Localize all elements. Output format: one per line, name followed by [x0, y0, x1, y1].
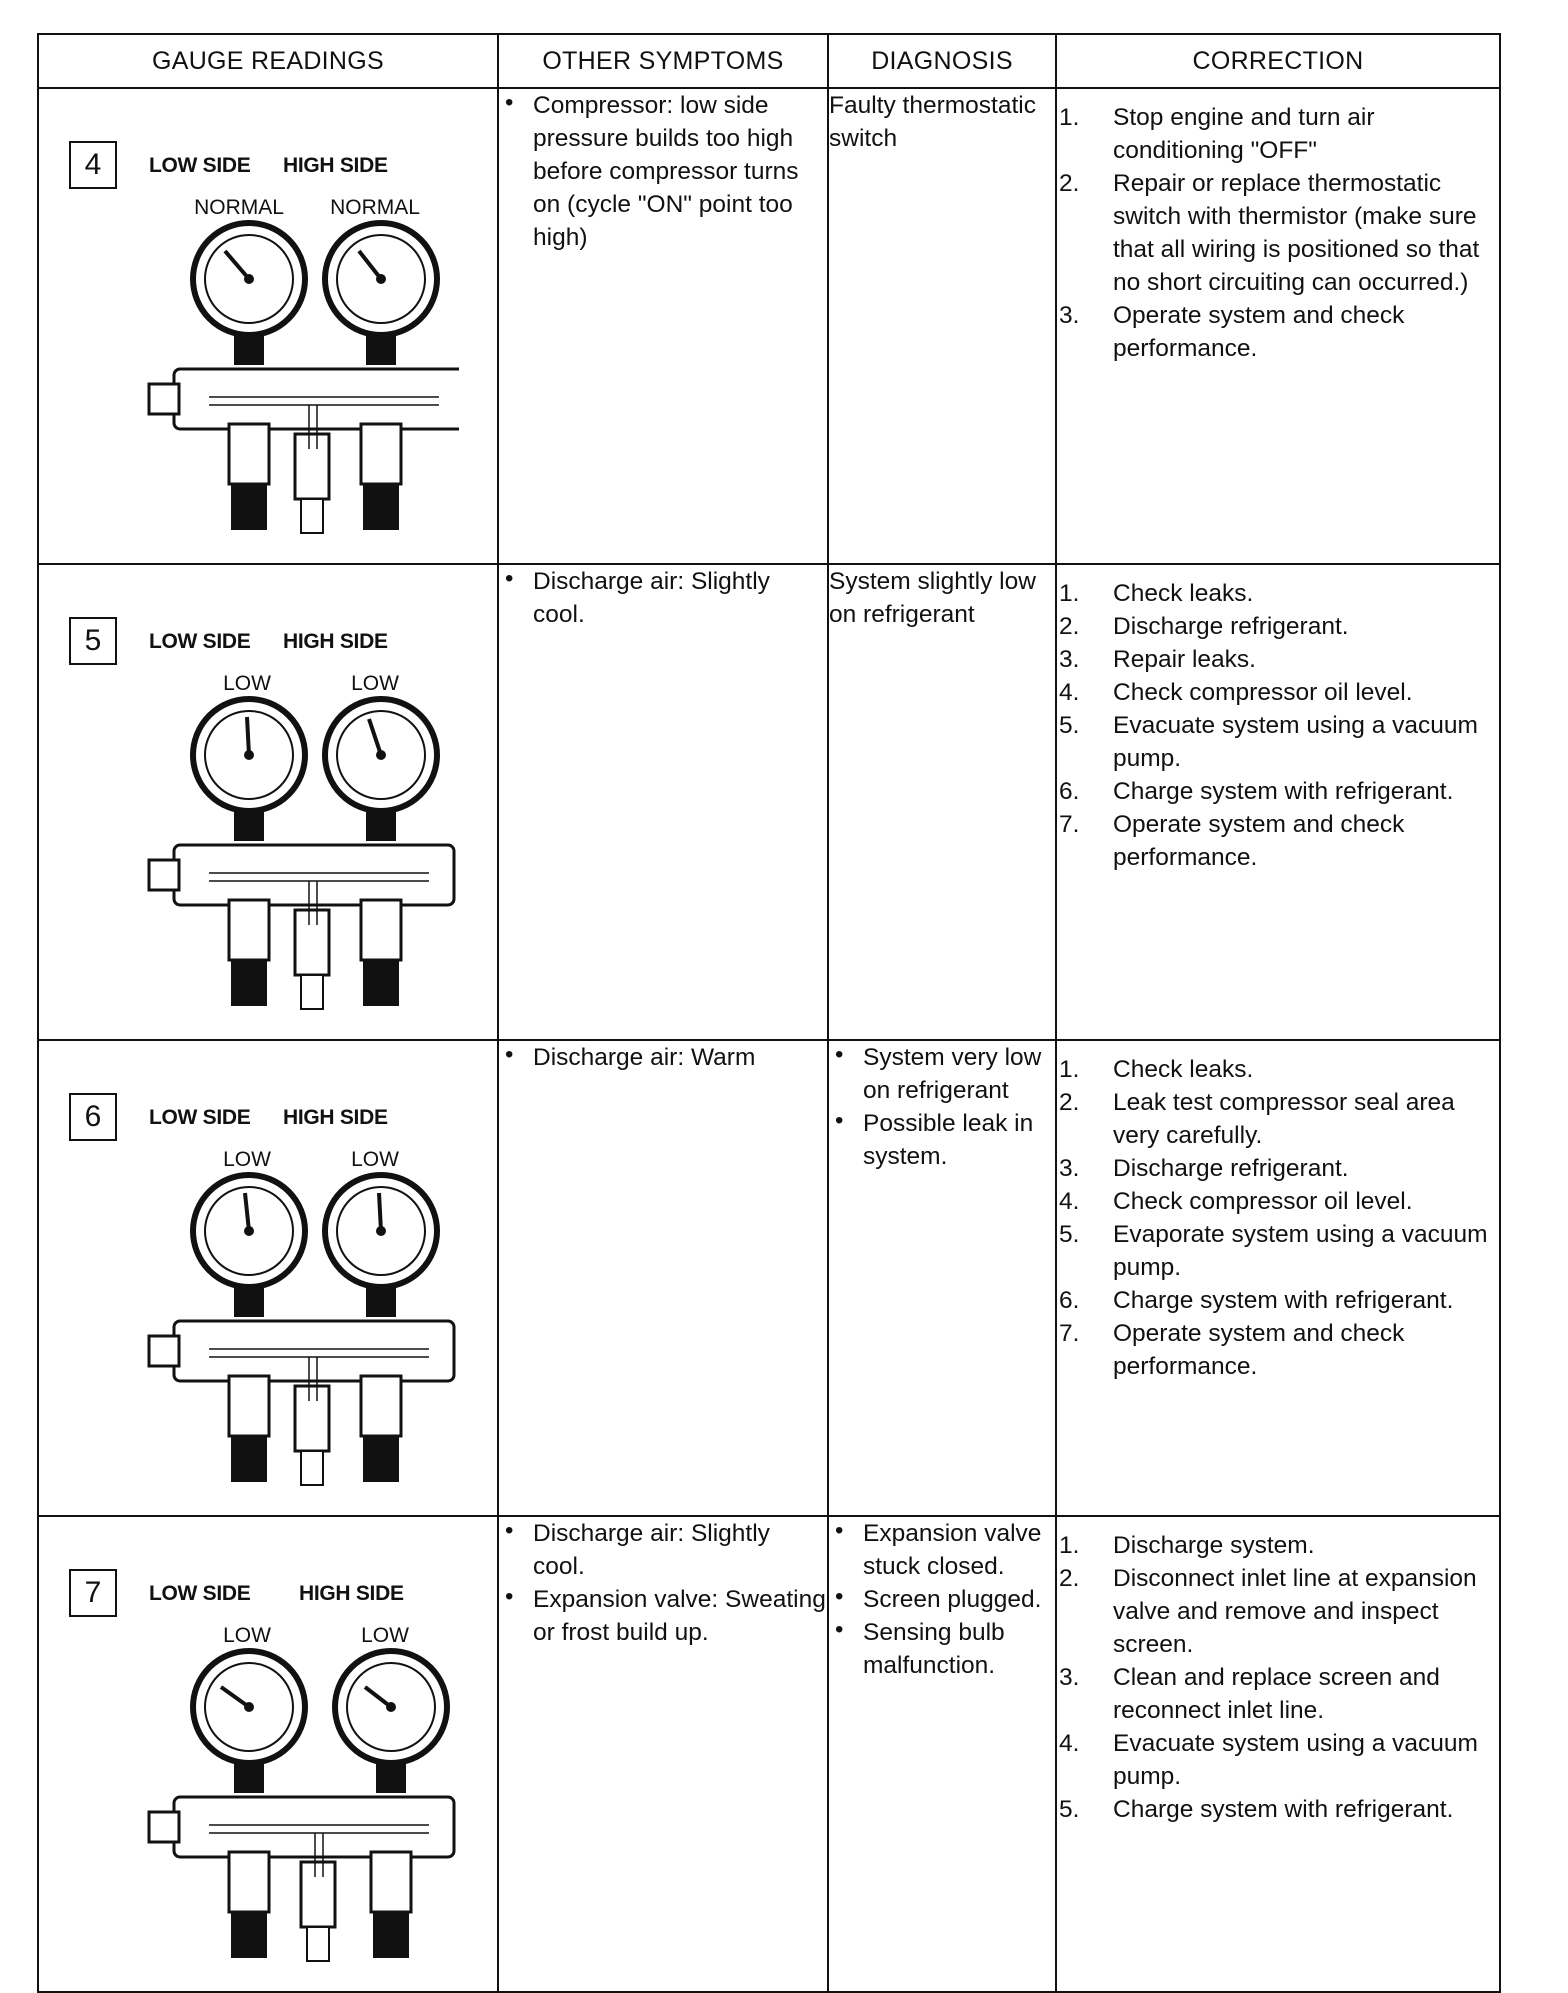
step-text: Check leaks.	[1113, 1056, 1254, 1083]
manifold-gauge-illustration	[109, 219, 459, 539]
low-side-reading: NORMAL	[194, 196, 284, 219]
manifold-gauge-illustration	[109, 1171, 459, 1491]
step-number: 4.	[1059, 679, 1080, 706]
step-text: Charge system with refrigerant.	[1113, 1796, 1454, 1823]
step-text: Evacuate system using a vacuum pump.	[1113, 1730, 1478, 1790]
low-side-reading: LOW	[223, 1624, 271, 1647]
step-number: 6.	[1059, 1287, 1080, 1314]
step-number: 7.	[1059, 811, 1080, 838]
gauge-readings-cell	[38, 1040, 498, 1516]
step-number: 1.	[1059, 1532, 1080, 1559]
symptoms-cell	[498, 1040, 828, 1516]
correction-step	[1057, 1218, 1499, 1284]
step-text: Discharge refrigerant.	[1113, 613, 1349, 640]
step-number: 7.	[1059, 1320, 1080, 1347]
symptom-item: • Expansion valve: Sweating or frost build up.	[499, 1583, 827, 1649]
low-side-reading: LOW	[223, 1148, 271, 1171]
step-text: Disconnect inlet line at expansion valve and remove and inspect screen.	[1113, 1565, 1477, 1658]
step-number: 5.	[1059, 712, 1080, 739]
table-row	[38, 564, 1500, 1040]
table-row	[38, 88, 1500, 564]
high-side-label: HIGH SIDE	[283, 630, 388, 653]
correction-step	[1057, 643, 1499, 676]
diagnosis-table	[37, 33, 1501, 1993]
correction-step	[1057, 1529, 1499, 1562]
step-text: Repair leaks.	[1113, 646, 1256, 673]
step-number: 1.	[1059, 580, 1080, 607]
high-side-label: HIGH SIDE	[283, 1106, 388, 1129]
header-gauge-readings: GAUGE READINGS	[38, 34, 498, 88]
diagnosis-text: Faulty thermostatic switch	[829, 92, 1036, 152]
diagnosis-item: • Sensing bulb malfunction.	[829, 1616, 1055, 1682]
correction-step	[1057, 1661, 1499, 1727]
high-side-label: HIGH SIDE	[283, 154, 388, 177]
step-text: Evacuate system using a vacuum pump.	[1113, 712, 1478, 772]
high-side-reading: NORMAL	[330, 196, 420, 219]
gauge-readings-cell	[38, 88, 498, 564]
step-text: Charge system with refrigerant.	[1113, 778, 1454, 805]
diagnosis-cell	[828, 1040, 1056, 1516]
manifold-gauge-illustration	[109, 1647, 459, 1967]
header-other-symptoms: OTHER SYMPTOMS	[498, 34, 828, 88]
correction-step	[1057, 1086, 1499, 1152]
correction-step	[1057, 577, 1499, 610]
low-side-label: LOW SIDE	[149, 1106, 251, 1129]
high-side-reading: LOW	[361, 1624, 409, 1647]
diagnosis-item: • System very low on refrigerant	[829, 1041, 1055, 1107]
step-number: 1.	[1059, 1056, 1080, 1083]
step-number: 1.	[1059, 104, 1080, 131]
table-row	[38, 1516, 1500, 1992]
step-number: 5.	[1059, 1796, 1080, 1823]
header-diagnosis: DIAGNOSIS	[828, 34, 1056, 88]
step-text: Discharge system.	[1113, 1532, 1315, 1559]
correction-step	[1057, 1185, 1499, 1218]
low-side-label: LOW SIDE	[149, 154, 251, 177]
step-text: Operate system and check performance.	[1113, 1320, 1405, 1380]
step-text: Leak test compressor seal area very carefully.	[1113, 1089, 1455, 1149]
table-row	[38, 1040, 1500, 1516]
correction-step	[1057, 610, 1499, 643]
step-text: Operate system and check performance.	[1113, 302, 1405, 362]
symptom-item: • Discharge air: Slightly cool.	[499, 1517, 827, 1583]
correction-step	[1057, 167, 1499, 299]
step-text: Check compressor oil level.	[1113, 1188, 1413, 1215]
low-side-label: LOW SIDE	[149, 630, 251, 653]
step-text: Operate system and check performance.	[1113, 811, 1405, 871]
correction-step	[1057, 1053, 1499, 1086]
correction-step	[1057, 299, 1499, 365]
step-text: Repair or replace thermostatic switch with thermistor (make sure that all wiring is positioned so that no short circuiting can occurred.)	[1113, 170, 1480, 296]
high-side-label: HIGH SIDE	[299, 1582, 404, 1605]
step-text: Stop engine and turn air conditioning "OFF"	[1113, 104, 1375, 164]
step-number: 3.	[1059, 302, 1080, 329]
correction-cell	[1056, 1516, 1500, 1992]
symptom-item: • Compressor: low side pressure builds too high before compressor turns on (cycle "ON" point too high)	[499, 89, 827, 254]
correction-cell	[1056, 88, 1500, 564]
correction-step	[1057, 808, 1499, 874]
symptom-item: • Discharge air: Warm	[499, 1041, 827, 1074]
symptoms-cell	[498, 1516, 828, 1992]
manifold-gauge-illustration	[109, 695, 459, 1015]
header-row	[38, 34, 1500, 88]
symptoms-cell	[498, 88, 828, 564]
row-number: 4	[69, 141, 117, 189]
correction-step	[1057, 709, 1499, 775]
step-number: 4.	[1059, 1188, 1080, 1215]
diagnosis-cell	[828, 88, 1056, 564]
correction-step	[1057, 1152, 1499, 1185]
step-text: Clean and replace screen and reconnect inlet line.	[1113, 1664, 1440, 1724]
row-number: 6	[69, 1093, 117, 1141]
step-text: Check leaks.	[1113, 580, 1254, 607]
gauge-readings-cell	[38, 564, 498, 1040]
correction-cell	[1056, 1040, 1500, 1516]
symptom-item: • Discharge air: Slightly cool.	[499, 565, 827, 631]
symptoms-cell	[498, 564, 828, 1040]
correction-step	[1057, 1317, 1499, 1383]
correction-cell	[1056, 564, 1500, 1040]
step-number: 4.	[1059, 1730, 1080, 1757]
correction-step	[1057, 101, 1499, 167]
row-number: 7	[69, 1569, 117, 1617]
gauge-readings-cell	[38, 1516, 498, 1992]
row-number: 5	[69, 617, 117, 665]
step-number: 6.	[1059, 778, 1080, 805]
correction-step	[1057, 1562, 1499, 1661]
step-text: Check compressor oil level.	[1113, 679, 1413, 706]
high-side-reading: LOW	[351, 672, 399, 695]
step-number: 3.	[1059, 646, 1080, 673]
step-number: 3.	[1059, 1155, 1080, 1182]
correction-step	[1057, 1793, 1499, 1826]
step-number: 2.	[1059, 1565, 1080, 1592]
correction-step	[1057, 775, 1499, 808]
step-number: 3.	[1059, 1664, 1080, 1691]
diagnosis-text: System slightly low on refrigerant	[829, 568, 1036, 628]
step-number: 2.	[1059, 170, 1080, 197]
step-number: 2.	[1059, 1089, 1080, 1116]
header-correction: CORRECTION	[1056, 34, 1500, 88]
diagnosis-cell	[828, 1516, 1056, 1992]
diagnosis-item: • Screen plugged.	[829, 1583, 1055, 1616]
step-text: Discharge refrigerant.	[1113, 1155, 1349, 1182]
step-text: Charge system with refrigerant.	[1113, 1287, 1454, 1314]
diagnosis-cell	[828, 564, 1056, 1040]
step-number: 2.	[1059, 613, 1080, 640]
low-side-reading: LOW	[223, 672, 271, 695]
diagnosis-item: • Expansion valve stuck closed.	[829, 1517, 1055, 1583]
correction-step	[1057, 1284, 1499, 1317]
correction-step	[1057, 1727, 1499, 1793]
step-number: 5.	[1059, 1221, 1080, 1248]
low-side-label: LOW SIDE	[149, 1582, 251, 1605]
high-side-reading: LOW	[351, 1148, 399, 1171]
correction-step	[1057, 676, 1499, 709]
diagnosis-item: • Possible leak in system.	[829, 1107, 1055, 1173]
step-text: Evaporate system using a vacuum pump.	[1113, 1221, 1488, 1281]
